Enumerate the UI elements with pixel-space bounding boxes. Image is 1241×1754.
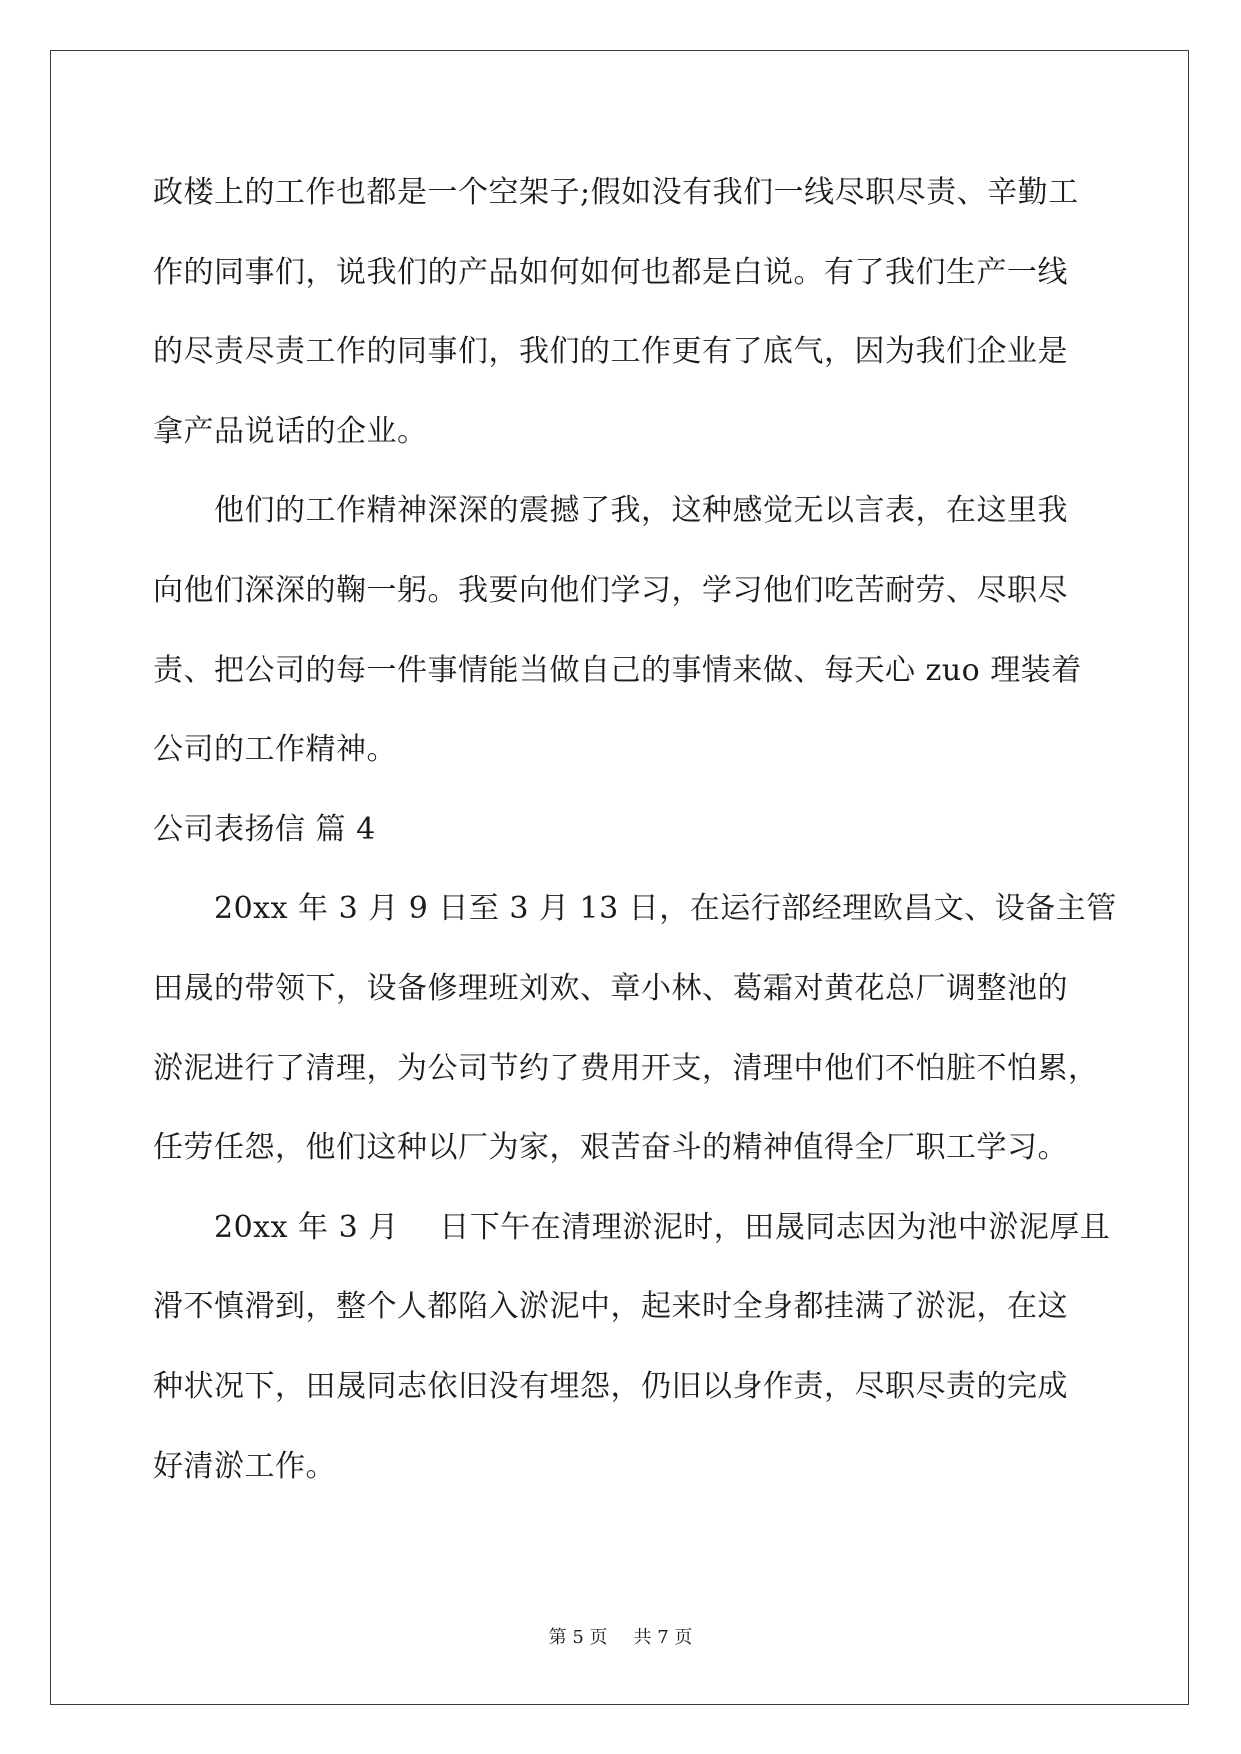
text-line: 好清淤工作。	[153, 1448, 336, 1484]
page-number-current: 第 5 页	[548, 1627, 608, 1648]
page-footer	[0, 1623, 1241, 1649]
text-line: 向他们深深的鞠一躬。我要向他们学习，学习他们吃苦耐劳、尽职尽	[153, 572, 1068, 608]
text-line: 任劳任怨，他们这种以厂为家，艰苦奋斗的精神值得全厂职工学习。	[153, 1130, 1068, 1166]
text-line: 20xx 年 3 月 日下午在清理淤泥时，田晟同志因为池中淤泥厚且	[153, 1209, 1111, 1245]
text-line: 政楼上的工作也都是一个空架子;假如没有我们一线尽职尽责、辛勤工	[153, 175, 1079, 210]
text-line: 拿产品说话的企业。	[153, 413, 428, 449]
text-line: 的尽责尽责工作的同事们，我们的工作更有了底气，因为我们企业是	[153, 334, 1068, 370]
text-line: 责、把公司的每一件事情能当做自己的事情来做、每天心 zuo 理装着	[153, 652, 1082, 688]
text-line: 滑不慎滑到，整个人都陷入淤泥中，起来时全身都挂满了淤泥，在这	[153, 1289, 1068, 1325]
text-line: 他们的工作精神深深的震撼了我，这种感觉无以言表，在这里我	[153, 493, 1068, 529]
document-body	[153, 163, 1117, 1516]
text-line: 种状况下，田晟同志依旧没有埋怨，仍旧以身作责，尽职尽责的完成	[153, 1368, 1068, 1404]
text-line: 田晟的带领下，设备修理班刘欢、章小林、葛霜对黄花总厂调整池的	[153, 970, 1068, 1006]
text-line: 作的同事们，说我们的产品如何如何也都是白说。有了我们生产一线	[153, 254, 1068, 290]
text-line: 淤泥进行了清理，为公司节约了费用开支，清理中他们不怕脏不怕累，	[153, 1050, 1099, 1086]
page-number-total: 共 7 页	[633, 1627, 693, 1648]
section-heading: 公司表扬信 篇 4	[153, 811, 376, 847]
text-line: 公司的工作精神。	[153, 732, 397, 768]
text-line: 20xx 年 3 月 9 日至 3 月 13 日，在运行部经理欧昌文、设备主管	[153, 891, 1117, 927]
